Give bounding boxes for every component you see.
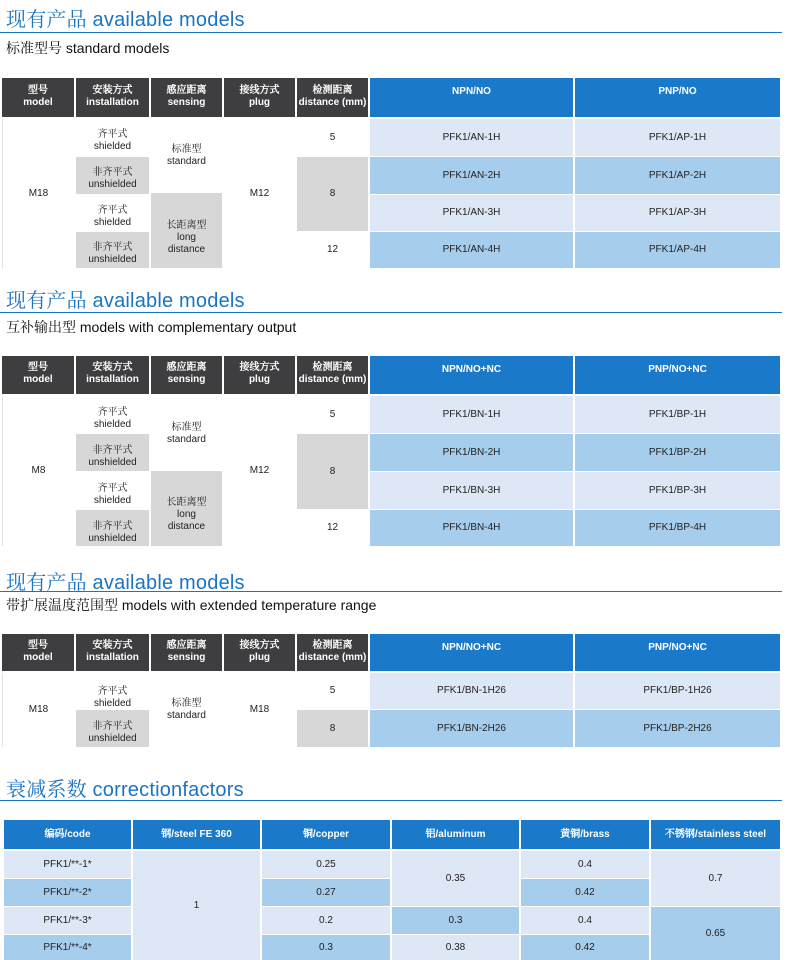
part-number: PFK1/BN-2H bbox=[370, 434, 573, 471]
models-table bbox=[2, 78, 780, 268]
brass-value: 0.42 bbox=[521, 879, 649, 906]
installation-cell: 齐平式 shielded bbox=[76, 396, 149, 433]
copper-value: 0.27 bbox=[262, 879, 390, 906]
section-subtitle: 互补输出型 models with complementary output bbox=[6, 319, 297, 335]
correction-factors-table bbox=[4, 820, 780, 960]
section-title: 现有产品 available models bbox=[6, 290, 245, 312]
code-cell: PFK1/**-3* bbox=[4, 907, 131, 934]
header-plug: 接线方式 plug bbox=[224, 356, 295, 394]
part-number: PFK1/BN-4H bbox=[370, 510, 573, 546]
installation-cell: 非齐平式 unshielded bbox=[76, 710, 149, 747]
brass-value: 0.4 bbox=[521, 907, 649, 934]
header-sensing: 感应距离 sensing bbox=[151, 356, 222, 394]
distance-value: 8 bbox=[297, 434, 368, 509]
header-sensing: 感应距离 sensing bbox=[151, 78, 222, 117]
aluminum-value: 0.35 bbox=[392, 851, 519, 906]
steel-value: 1 bbox=[133, 851, 260, 960]
part-number: PFK1/AP-2H bbox=[575, 157, 780, 194]
section-title: 衰减系数 correctionfactors bbox=[6, 779, 244, 801]
header-installation: 安装方式 installation bbox=[76, 356, 149, 394]
code-cell: PFK1/**-1* bbox=[4, 851, 131, 878]
distance-value: 5 bbox=[297, 396, 368, 433]
code-cell: PFK1/**-2* bbox=[4, 879, 131, 906]
section-subtitle: 带扩展温度范围型 models with extended temperature range bbox=[6, 597, 377, 613]
installation-cell: 非齐平式 unshielded bbox=[76, 510, 149, 546]
brass-value: 0.42 bbox=[521, 935, 649, 960]
header-copper: 铜/copper bbox=[262, 820, 390, 849]
section-title: 现有产品 available models bbox=[6, 9, 245, 31]
part-number: PFK1/BN-3H bbox=[370, 472, 573, 509]
distance-value: 8 bbox=[297, 710, 368, 747]
plug-value: M12 bbox=[224, 119, 295, 268]
part-number: PFK1/AP-3H bbox=[575, 195, 780, 231]
part-number: PFK1/BN-1H bbox=[370, 396, 573, 433]
sensing-cell: 标准型 standard bbox=[151, 396, 222, 471]
part-number: PFK1/BN-2H26 bbox=[370, 710, 573, 747]
header-npn: NPN/NO+NC bbox=[370, 634, 573, 671]
brass-value: 0.4 bbox=[521, 851, 649, 878]
copper-value: 0.3 bbox=[262, 935, 390, 960]
plug-value: M12 bbox=[224, 396, 295, 546]
copper-value: 0.25 bbox=[262, 851, 390, 878]
part-number: PFK1/AN-3H bbox=[370, 195, 573, 231]
header-npn: NPN/NO+NC bbox=[370, 356, 573, 394]
model-value: M18 bbox=[2, 119, 74, 268]
part-number: PFK1/AP-4H bbox=[575, 232, 780, 268]
header-installation: 安装方式 installation bbox=[76, 78, 149, 117]
section-subtitle: 标准型号 standard models bbox=[6, 40, 170, 56]
header-npn: NPN/NO bbox=[370, 78, 573, 117]
header-pnp: PNP/NO+NC bbox=[575, 634, 780, 671]
installation-cell: 非齐平式 unshielded bbox=[76, 434, 149, 471]
section-divider bbox=[0, 32, 782, 33]
header-model: 型号 model bbox=[2, 356, 74, 394]
models-table bbox=[2, 356, 780, 546]
stainless-value: 0.7 bbox=[651, 851, 780, 906]
header-stainless: 不锈钢/stainless steel bbox=[651, 820, 780, 849]
installation-cell: 非齐平式 unshielded bbox=[76, 232, 149, 268]
header-steel: 钢/steel FE 360 bbox=[133, 820, 260, 849]
header-plug: 接线方式 plug bbox=[224, 78, 295, 117]
aluminum-value: 0.3 bbox=[392, 907, 519, 934]
header-plug: 接线方式 plug bbox=[224, 634, 295, 671]
distance-value: 12 bbox=[297, 510, 368, 546]
header-installation: 安装方式 installation bbox=[76, 634, 149, 671]
section-title: 现有产品 available models bbox=[6, 572, 245, 594]
part-number: PFK1/BP-2H26 bbox=[575, 710, 780, 747]
installation-cell: 齐平式 shielded bbox=[76, 673, 149, 709]
plug-value: M18 bbox=[224, 673, 295, 747]
header-distance: 检测距离 distance (mm) bbox=[297, 634, 368, 671]
section-divider bbox=[0, 312, 782, 313]
sensing-cell: 长距离型 long distance bbox=[151, 193, 222, 268]
section-divider bbox=[0, 800, 782, 801]
part-number: PFK1/BP-2H bbox=[575, 434, 780, 471]
header-model: 型号 model bbox=[2, 78, 74, 117]
sensing-cell: 长距离型 long distance bbox=[151, 471, 222, 546]
stainless-value: 0.65 bbox=[651, 907, 780, 960]
installation-cell: 齐平式 shielded bbox=[76, 472, 149, 509]
copper-value: 0.2 bbox=[262, 907, 390, 934]
installation-cell: 齐平式 shielded bbox=[76, 119, 149, 156]
installation-cell: 齐平式 shielded bbox=[76, 195, 149, 231]
part-number: PFK1/BN-1H26 bbox=[370, 673, 573, 709]
header-pnp: PNP/NO+NC bbox=[575, 356, 780, 394]
code-cell: PFK1/**-4* bbox=[4, 935, 131, 960]
distance-value: 12 bbox=[297, 232, 368, 268]
installation-cell: 非齐平式 unshielded bbox=[76, 157, 149, 194]
header-sensing: 感应距离 sensing bbox=[151, 634, 222, 671]
header-pnp: PNP/NO bbox=[575, 78, 780, 117]
model-value: M8 bbox=[2, 396, 74, 546]
header-distance: 检测距离 distance (mm) bbox=[297, 78, 368, 117]
part-number: PFK1/BP-1H bbox=[575, 396, 780, 433]
model-value: M18 bbox=[2, 673, 74, 747]
part-number: PFK1/AP-1H bbox=[575, 119, 780, 156]
section-divider bbox=[0, 591, 782, 592]
part-number: PFK1/AN-4H bbox=[370, 232, 573, 268]
part-number: PFK1/BP-3H bbox=[575, 472, 780, 509]
sensing-cell: 标准型 standard bbox=[151, 119, 222, 193]
header-aluminum: 铝/aluminum bbox=[392, 820, 519, 849]
aluminum-value: 0.38 bbox=[392, 935, 519, 960]
header-distance: 检测距离 distance (mm) bbox=[297, 356, 368, 394]
distance-value: 5 bbox=[297, 119, 368, 156]
distance-value: 8 bbox=[297, 157, 368, 231]
header-code: 编码/code bbox=[4, 820, 131, 849]
header-model: 型号 model bbox=[2, 634, 74, 671]
header-brass: 黄铜/brass bbox=[521, 820, 649, 849]
models-table bbox=[2, 634, 780, 747]
part-number: PFK1/AN-2H bbox=[370, 157, 573, 194]
distance-value: 5 bbox=[297, 673, 368, 709]
sensing-cell: 标准型 standard bbox=[151, 673, 222, 747]
part-number: PFK1/AN-1H bbox=[370, 119, 573, 156]
part-number: PFK1/BP-4H bbox=[575, 510, 780, 546]
part-number: PFK1/BP-1H26 bbox=[575, 673, 780, 709]
